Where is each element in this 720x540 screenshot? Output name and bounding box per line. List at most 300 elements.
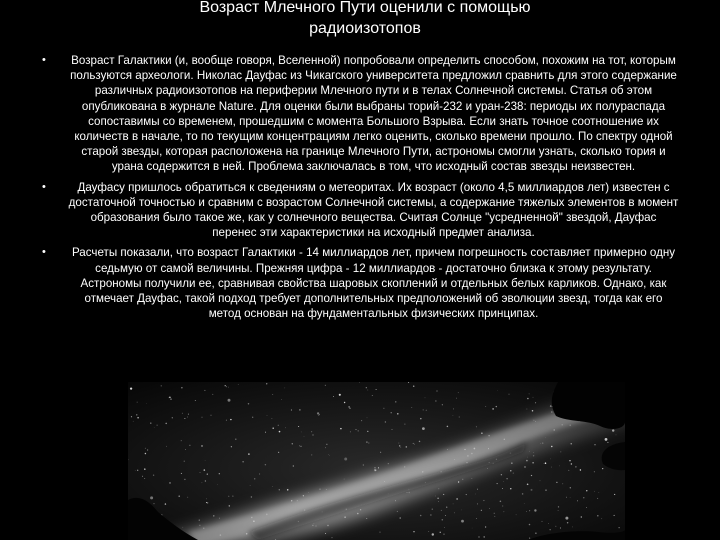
star [556,482,557,483]
star [503,481,504,482]
star [272,418,273,419]
star [298,426,299,427]
star [565,517,568,520]
star [230,419,231,420]
star [399,445,400,446]
star [157,425,158,426]
star [569,460,570,461]
star [397,413,399,415]
star [312,434,313,435]
star [366,518,367,519]
star [184,479,185,480]
star [531,489,533,491]
bullet-text: Возраст Галактики (и, вообще говоря, Вселенной) попробовали определить способом, похожим на тот, которым пользуются археологи. Николас Дауфас из Чикагского университета предложил сравнить для этого содержание различных радиоизотопов на периферии Млечного пути и в телах Солнечной системы. Статья об этом опубликована в журнале Nature. Для оценки были выбраны торий-232 и уран-238: периоды их полураспада сопоставимы со временем, прошедшим с момента Большого Взрыва. Если знать точное соотношение их количеств в начале, то по текущим концентрациям легко оценить, сколько времени прошло. По спектру одной старой звезды, которая расположена на границе Млечного Пути, астрономы смогли узнать, сколько тория и урана содержится в ней. Проблема заключалась в том, что исходный состав звезды неизвестен. [70,54,677,174]
star [329,455,330,456]
star [397,511,398,512]
star [378,467,379,468]
star [504,511,505,512]
star [205,460,206,461]
star [201,417,202,418]
star [242,461,243,462]
star [391,412,392,413]
star [272,427,273,428]
star [291,409,292,410]
star [461,510,462,511]
star [430,514,431,515]
star [229,505,230,506]
star [413,385,414,386]
star [532,462,534,464]
star [317,412,319,414]
star [481,432,482,433]
star [226,386,227,387]
star [527,398,529,400]
star [281,399,282,400]
star [250,485,251,486]
star [443,494,444,495]
star [444,527,445,528]
star [571,463,572,464]
star [605,438,608,441]
star [572,527,573,528]
star [404,424,405,425]
star [529,538,530,539]
star [428,531,429,532]
star [411,407,412,408]
star [459,417,460,418]
milky-way-image [128,382,625,540]
star [287,489,289,491]
star [340,428,342,430]
star [526,511,527,512]
star [328,454,329,455]
star [131,416,132,417]
star [527,484,529,486]
star [425,397,426,398]
star [278,425,279,426]
star [497,390,498,391]
star [401,447,402,448]
star [201,445,202,446]
star [292,443,293,444]
star [311,454,312,455]
star [211,415,212,416]
star [367,431,368,432]
star [333,396,334,397]
star [339,394,341,396]
star [453,504,454,505]
star [150,496,153,499]
star [532,410,534,412]
star [531,475,532,476]
star [420,418,422,420]
star [376,389,377,390]
star [189,445,190,446]
star [497,483,498,484]
star [444,534,445,535]
star [265,464,266,465]
star [544,463,545,464]
star [406,446,408,448]
star [453,415,454,416]
star [300,446,301,447]
star [577,501,578,502]
star [279,489,280,490]
star [502,488,503,489]
star [207,473,208,474]
star [447,426,449,428]
star [311,431,312,432]
star [575,466,576,467]
star [567,522,568,523]
star [166,446,167,447]
star [204,469,206,471]
star [344,479,345,480]
star [445,515,446,516]
star [522,493,524,495]
star [446,507,447,508]
star [153,503,154,504]
star [494,513,495,514]
star [137,417,139,419]
star [212,394,213,395]
star [534,509,536,511]
star [145,453,147,455]
star [219,518,220,519]
star [550,405,552,407]
star [226,420,227,421]
star [348,406,350,408]
star [367,390,368,391]
star [461,520,464,523]
star [442,404,443,405]
star [169,396,171,398]
star [144,478,145,479]
star [325,533,326,534]
star [392,429,393,430]
star [395,401,396,402]
star [278,452,279,453]
star [566,497,567,498]
star [545,462,547,464]
star [147,449,148,450]
star [435,496,436,497]
star [165,503,166,504]
star [195,400,196,401]
star [535,533,536,534]
star [524,503,525,504]
star [135,470,136,471]
star [529,393,530,394]
star [254,478,255,479]
star [137,402,138,403]
star [594,471,595,472]
star [607,442,608,443]
star [477,489,478,490]
star [228,399,231,402]
star [550,459,551,460]
star [413,531,414,532]
star [366,441,368,443]
star [182,413,183,414]
star [363,464,364,465]
star [399,517,401,519]
star [524,466,525,467]
star [204,390,205,391]
star [293,465,294,466]
star [266,383,267,384]
star [350,432,351,433]
star [248,453,250,455]
star [372,395,373,396]
star [597,498,598,499]
star [170,398,171,399]
star [509,394,510,395]
star [304,436,305,437]
star [319,414,320,415]
star [558,506,559,507]
star [602,468,603,469]
star [144,468,146,470]
star [325,447,326,448]
star [133,421,134,422]
bullet-list [40,53,680,326]
bullet-marker: • [42,180,46,193]
star [555,526,556,527]
star [558,510,559,511]
star [181,440,182,441]
star [150,422,151,423]
star [535,402,536,403]
star [213,515,214,516]
star [541,521,542,522]
star [594,444,595,445]
star [601,518,602,519]
star [442,519,444,521]
star [513,473,514,474]
star [560,451,561,452]
star [207,502,208,503]
star [137,470,138,471]
star [422,427,425,430]
star [454,512,455,513]
star [358,430,359,431]
star [496,406,497,407]
star [527,457,528,458]
star [248,403,249,404]
star [235,439,236,440]
star [367,417,368,418]
star [472,478,473,479]
star [494,516,495,517]
star [231,446,232,447]
star [161,385,162,386]
star [559,466,560,467]
milky-way-photo [128,382,625,540]
star [438,501,439,502]
star [580,469,581,470]
bullet-marker: • [42,246,46,259]
star [485,406,486,407]
star [466,494,467,495]
star [492,408,494,410]
star [619,527,620,528]
star [217,484,218,485]
star [527,409,528,410]
star [366,387,367,388]
star [318,415,319,416]
star [265,432,266,433]
star [181,387,182,388]
star [383,408,384,409]
star [332,537,333,538]
star [206,498,207,499]
star [483,500,484,501]
star [583,497,584,498]
star [540,480,541,481]
star [251,496,252,497]
star [398,443,399,444]
star [616,435,617,436]
star [489,508,490,509]
star [206,502,207,503]
star [169,482,171,484]
star [516,514,517,515]
star [130,387,132,389]
star [187,497,188,498]
star [476,518,477,519]
star [361,420,362,421]
star [374,467,375,468]
star [510,470,511,471]
star [146,403,147,404]
star [501,474,502,475]
star [187,417,188,418]
star [437,498,439,500]
star [477,503,478,504]
star [472,528,473,529]
star [200,472,201,473]
star [299,409,300,410]
star [252,417,253,418]
star [165,423,167,425]
star [456,498,457,499]
star [510,488,511,489]
star [349,408,350,409]
star [136,414,137,415]
star [526,460,528,462]
star [238,384,239,385]
star [375,470,376,471]
bullet-item [40,180,680,241]
star [181,473,182,474]
star [153,475,154,476]
star [284,388,285,389]
star [232,496,233,497]
star [385,421,386,422]
star [184,461,185,462]
star [185,449,186,450]
star [408,382,409,383]
star [272,394,273,395]
star [614,515,615,516]
star [301,432,302,433]
star [182,527,183,528]
star [388,463,389,464]
star [267,415,268,416]
slide-title: Возраст Млечного Пути оценили с помощью радиоизотопов [199,0,531,37]
star [168,397,169,398]
star [285,427,286,428]
star [184,418,185,419]
star [502,505,503,506]
star [586,507,587,508]
star [435,400,436,401]
star [453,408,454,409]
star [529,524,531,526]
star [529,510,530,511]
star [325,385,326,386]
bullet-marker: • [42,54,46,66]
star [228,496,229,497]
star [511,463,512,464]
star [344,458,347,461]
star [458,481,459,482]
star [458,392,459,393]
star [228,387,229,388]
star [272,486,273,487]
star [326,444,327,445]
star [344,402,345,403]
star [594,491,595,492]
star [598,492,599,493]
star [219,473,220,474]
star [571,443,572,444]
star [154,427,155,428]
star [199,520,200,521]
star [441,510,442,511]
star [562,483,563,484]
bullet-item [40,53,680,175]
star [436,390,437,391]
star [205,480,206,481]
star [475,494,476,495]
star [551,467,552,468]
star [379,531,380,532]
star [481,510,482,511]
star [570,487,571,488]
star [440,532,441,533]
star [568,470,569,471]
star [145,448,146,449]
star [483,536,485,538]
star [202,482,203,483]
star [188,414,189,415]
bullet-text: Дауфасу пришлось обратиться к сведениям о метеоритах. Их возраст (около 4,5 миллиардов лет) известен с достаточной точностью и сравним с возрастом Солнечной системы, а содержание тяжелых элементов в момент образования было такое же, как у солнечного вещества. Считая Солнце "усредненной" звездой, Дауфас перенес эти характеристики на исходный предмет анализа. [68,180,679,240]
star [178,495,179,496]
star [172,417,173,418]
star [225,385,226,386]
star [500,501,502,503]
star [550,529,551,530]
star [476,426,477,427]
star [299,446,300,447]
star [432,533,434,535]
star [414,444,415,445]
star [548,523,549,524]
star [560,528,561,529]
star [142,476,143,477]
